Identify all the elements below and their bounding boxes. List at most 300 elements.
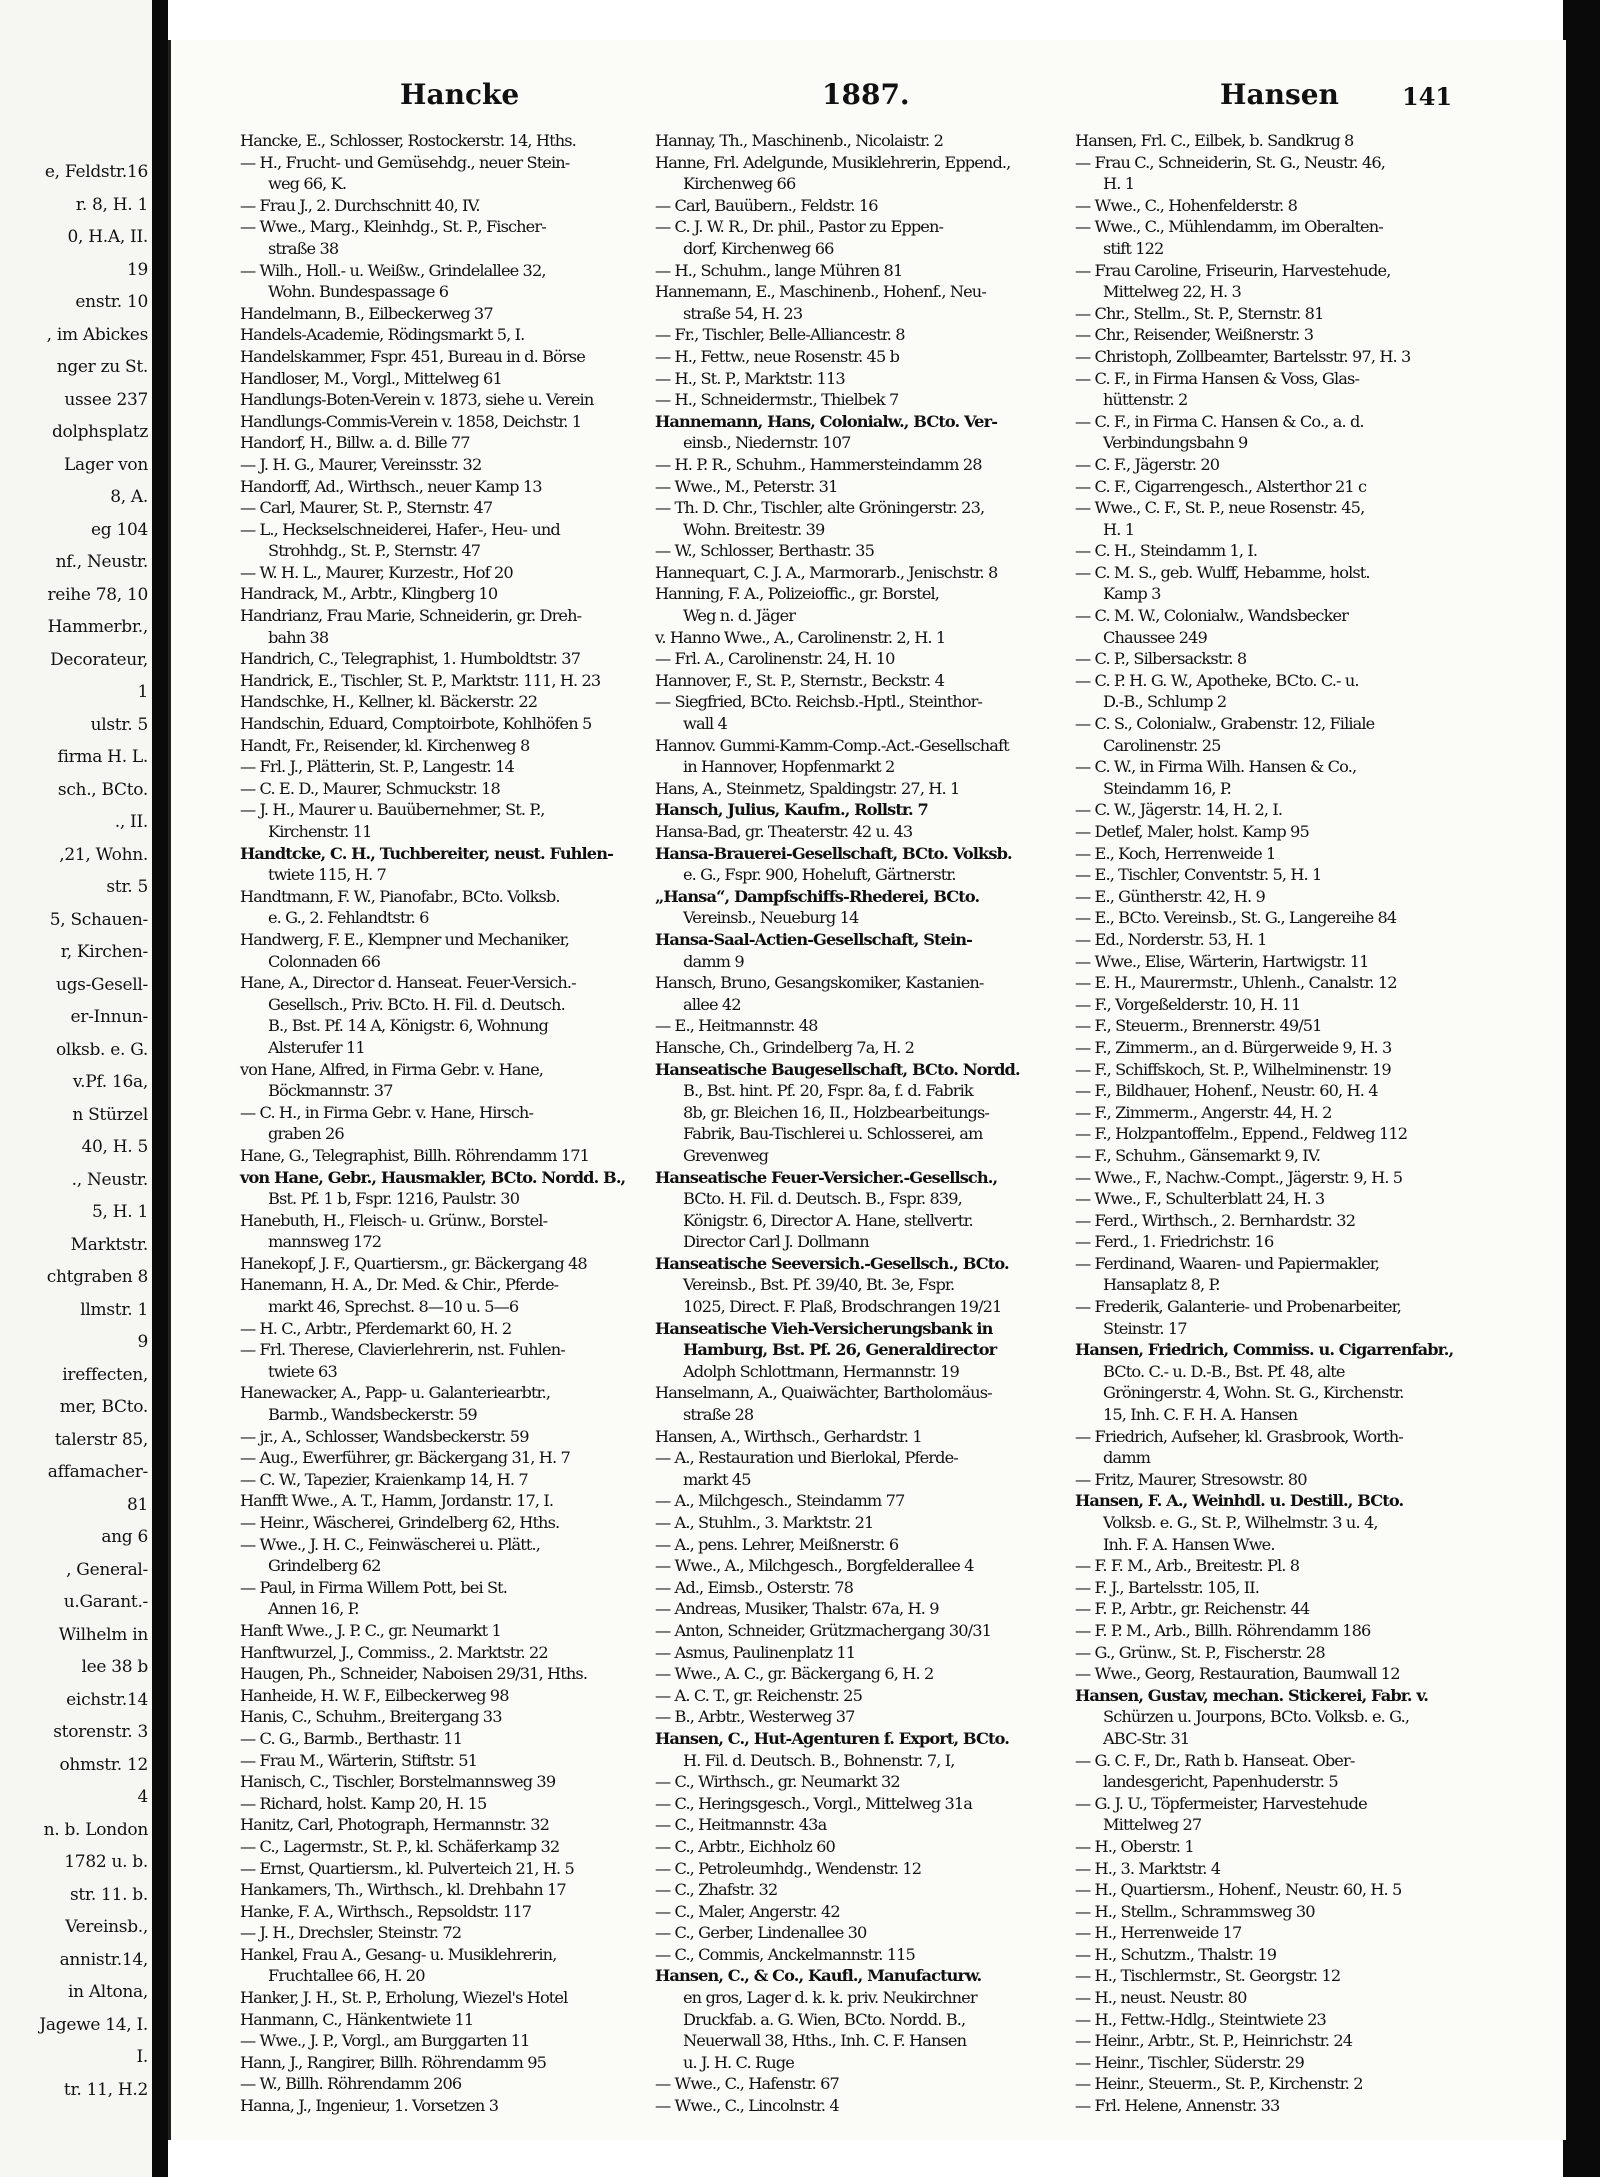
directory-entry: en gros, Lager d. k. k. priv. Neukirchner	[683, 1988, 977, 2008]
directory-entry: — C. S., Colonialw., Grabenstr. 12, Filiale	[1075, 714, 1375, 734]
directory-entry: Handrianz, Frau Marie, Schneiderin, gr. Dreh-	[240, 606, 582, 626]
directory-entry: — F., Holzpantoffelm., Eppend., Feldweg 112	[1075, 1124, 1408, 1144]
left-page-fragment: str. 5	[106, 877, 148, 897]
directory-entry: — H. C., Arbtr., Pferdemarkt 60, H. 2	[240, 1318, 512, 1338]
directory-entry: — A., Restauration und Bierlokal, Pferde-	[655, 1448, 958, 1468]
directory-entry: Schürzen u. Jourpons, BCto. Volksb. e. G.,	[1103, 1707, 1410, 1727]
directory-entry: — C., Lagermstr., St. P., kl. Schäferkamp 32	[240, 1836, 560, 1856]
left-page-fragment: 40, H. 5	[81, 1137, 148, 1157]
left-page-fragment: Decorateur,	[50, 649, 148, 670]
directory-entry: BCto. C.- u. D.-B., Bst. Pf. 48, alte	[1103, 1361, 1345, 1381]
directory-entry: damm	[1103, 1448, 1151, 1468]
directory-entry: — C., Gerber, Lindenallee 30	[655, 1923, 867, 1943]
directory-entry: Mittelweg 22, H. 3	[1103, 282, 1241, 302]
directory-entry: — A., Stuhlm., 3. Marktstr. 21	[655, 1513, 874, 1532]
directory-entry: Hansch, Julius, Kaufm., Rollstr. 7	[655, 800, 928, 820]
left-page-fragment: 5, Schauen-	[49, 909, 148, 930]
directory-entry: — Paul, in Firma Willem Pott, bei St.	[240, 1577, 508, 1597]
directory-entry: — H., neust. Neustr. 80	[1075, 1988, 1247, 2008]
directory-entry: e. G., 2. Fehlandtstr. 6	[268, 908, 429, 928]
directory-entry: Hansa-Bad, gr. Theaterstr. 42 u. 43	[655, 822, 913, 841]
directory-entry: Grevenweg	[683, 1145, 769, 1165]
directory-entry: H. 1	[1103, 174, 1135, 194]
column-3	[1075, 130, 1495, 2117]
directory-entry: stift 122	[1103, 238, 1164, 258]
directory-entry: — C. E. D., Maurer, Schmuckstr. 18	[240, 778, 500, 798]
left-page-fragment: nf., Neustr.	[55, 552, 148, 572]
directory-entry: Hankel, Frau A., Gesang- u. Musiklehrerin,	[240, 1944, 557, 1964]
directory-entry: — C., Heringsgesch., Vorgl., Mittelweg 31a	[655, 1793, 973, 1813]
directory-entry: „Hansa“, Dampfschiffs-Rhederei, BCto.	[655, 886, 980, 906]
directory-entry: H. Fil. d. Deutsch. B., Bohnenstr. 7, I,	[683, 1750, 955, 1770]
left-page-fragment: Lager von	[64, 454, 148, 475]
directory-entry: — C. F., Jägerstr. 20	[1075, 454, 1220, 474]
directory-entry: — Chr., Stellm., St. P., Sternstr. 81	[1075, 303, 1324, 323]
directory-entry: Hansa-Brauerei-Gesellschaft, BCto. Volksb.	[655, 843, 1012, 863]
left-page-fragment: ireffecten,	[62, 1364, 148, 1385]
left-page-fragment: 9	[137, 1332, 148, 1352]
directory-entry: Handels-Academie, Rödingsmarkt 5, I.	[240, 325, 525, 345]
directory-entry: Gesellsch., Priv. BCto. H. Fil. d. Deutsch.	[268, 994, 565, 1014]
directory-entry: B., Bst. Pf. 14 A, Königstr. 6, Wohnung	[268, 1016, 548, 1036]
left-page-edge	[0, 0, 152, 2177]
directory-entry: — Frau Caroline, Friseurin, Harvestehude,	[1075, 260, 1391, 280]
page-number: 141	[1402, 82, 1453, 111]
directory-entry: Handt, Fr., Reisender, kl. Kirchenweg 8	[240, 735, 530, 755]
directory-entry: Kamp 3	[1103, 584, 1161, 604]
directory-entry: Hannequart, C. J. A., Marmorarb., Jenischstr. 8	[655, 562, 998, 582]
directory-entry: Hanheide, H. W. F., Eilbeckerweg 98	[240, 1685, 509, 1705]
directory-entry: Böckmannstr. 37	[268, 1081, 393, 1101]
directory-entry: — Ferd., 1. Friedrichstr. 16	[1075, 1232, 1274, 1252]
directory-entry: — Ferdinand, Waaren- und Papiermakler,	[1075, 1253, 1380, 1273]
directory-entry: einsb., Niedernstr. 107	[683, 433, 851, 453]
directory-entry: — C. W., in Firma Wilh. Hansen & Co.,	[1075, 757, 1357, 777]
left-page-fragment: v.Pf. 16a,	[72, 1072, 148, 1092]
left-page-fragment: 0, H.A, II.	[67, 227, 148, 247]
left-page-fragment: lee 38 b	[81, 1657, 148, 1677]
directory-entry: — C., Zhafstr. 32	[655, 1880, 778, 1900]
directory-entry: — Wwe., Georg, Restauration, Baumwall 12	[1075, 1664, 1400, 1684]
directory-entry: Wohn. Breitestr. 39	[683, 519, 825, 539]
directory-entry: — C. J. W. R., Dr. phil., Pastor zu Eppen-	[655, 217, 944, 237]
directory-entry: in Hannover, Hopfenmarkt 2	[683, 757, 895, 777]
directory-entry: Hanna, J., Ingenieur, 1. Vorsetzen 3	[240, 2096, 499, 2116]
directory-entry: — W., Schlosser, Berthastr. 35	[655, 541, 874, 561]
left-page-fragment: affamacher-	[47, 1462, 148, 1482]
directory-entry: — F. J., Bartelsstr. 105, II.	[1075, 1577, 1259, 1597]
directory-entry: Bst. Pf. 1 b, Fspr. 1216, Paulstr. 30	[268, 1189, 520, 1209]
directory-entry: Hanewacker, A., Papp- u. Galanteriearbtr.,	[240, 1383, 551, 1403]
directory-entry: Kirchenweg 66	[683, 174, 796, 194]
directory-entry: — Carl, Bauübern., Feldstr. 16	[655, 195, 878, 215]
left-page-fragment: sch., BCto.	[57, 779, 148, 800]
directory-entry: allee 42	[683, 994, 741, 1014]
directory-entry: Hanebuth, H., Fleisch- u. Grünw., Borstel-	[240, 1210, 548, 1230]
directory-entry: twiete 63	[268, 1361, 337, 1381]
directory-entry: — Ernst, Quartiersm., kl. Pulverteich 21, H. 5	[240, 1858, 574, 1878]
directory-entry: — H., 3. Marktstr. 4	[1075, 1858, 1221, 1878]
directory-entry: — B., Arbtr., Westerweg 37	[655, 1707, 855, 1727]
left-page-fragment: r. 8, H. 1	[75, 194, 148, 215]
directory-entry: — C. M. W., Colonialw., Wandsbecker	[1075, 606, 1349, 626]
left-page-fragment: eg 104	[91, 519, 148, 540]
directory-entry: hüttenstr. 2	[1103, 390, 1188, 410]
directory-entry: — H., Frucht- und Gemüsehdg., neuer Stein-	[240, 152, 570, 172]
directory-entry: Hane, G., Telegraphist, Billh. Röhrendamm 171	[240, 1145, 590, 1165]
directory-entry: Handrick, E., Tischler, St. P., Marktstr. 111, H. 23	[240, 670, 601, 690]
left-page-fragment: chtgraben 8	[46, 1267, 148, 1287]
directory-entry: — Andreas, Musiker, Thalstr. 67a, H. 9	[655, 1599, 939, 1619]
left-page-fragment: Wilhelm in	[58, 1624, 148, 1645]
left-page-fragment: in Altona,	[67, 1982, 148, 2002]
left-frame-border	[152, 0, 168, 2177]
directory-entry: — W., Billh. Röhrendamm 206	[240, 2074, 462, 2094]
directory-entry: Hansen, F. A., Weinhdl. u. Destill., BCto.	[1075, 1491, 1404, 1511]
directory-entry: — L., Heckselschneiderei, Hafer-, Heu- und	[240, 519, 560, 539]
directory-entry: — Frau M., Wärterin, Stiftstr. 51	[240, 1750, 478, 1770]
directory-entry: — F., Bildhauer, Hohenf., Neustr. 60, H. 4	[1075, 1081, 1378, 1101]
directory-entry: — C. P., Silbersackstr. 8	[1075, 649, 1247, 669]
directory-entry: — H., Schutzm., Thalstr. 19	[1075, 1944, 1277, 1964]
directory-entry: — Ad., Eimsb., Osterstr. 78	[655, 1577, 854, 1597]
column-1	[240, 130, 660, 2117]
directory-entry: dorf, Kirchenweg 66	[683, 238, 834, 258]
directory-entry: Hankamers, Th., Wirthsch., kl. Drehbahn 17	[240, 1880, 566, 1900]
left-page-fragment: ., II.	[114, 812, 148, 832]
directory-entry: 15, Inh. C. F. H. A. Hansen	[1103, 1405, 1298, 1425]
directory-entry: — Frau J., 2. Durchschnitt 40, IV.	[240, 195, 480, 215]
directory-entry: — Frl. J., Plätterin, St. P., Langestr. 14	[240, 757, 514, 777]
directory-entry: Hanitz, Carl, Photograph, Hermannstr. 32	[240, 1815, 550, 1835]
directory-entry: — E., BCto. Vereinsb., St. G., Langereihe 84	[1075, 908, 1397, 928]
directory-entry: — H., St. P., Marktstr. 113	[655, 368, 845, 388]
left-page-fragment: n. b. London	[43, 1819, 148, 1840]
left-page-fragment: ., Neustr.	[71, 1169, 148, 1190]
left-page-fragment: ulstr. 5	[90, 714, 148, 735]
directory-entry: — Heinr., Wäscherei, Grindelberg 62, Hths.	[240, 1513, 560, 1532]
directory-entry: bahn 38	[268, 627, 329, 647]
directory-entry: Hannay, Th., Maschinenb., Nicolaistr. 2	[655, 131, 944, 150]
directory-entry: — Carl, Maurer, St. P., Sternstr. 47	[240, 498, 493, 518]
directory-entry: Hansch, Bruno, Gesangskomiker, Kastanien-	[655, 973, 984, 993]
directory-entry: — C. W., Jägerstr. 14, H. 2, I.	[1075, 800, 1283, 820]
directory-entry: — jr., A., Schlosser, Wandsbeckerstr. 59	[240, 1426, 529, 1446]
directory-entry: Hanker, J. H., St. P., Erholung, Wiezel's Hotel	[240, 1988, 568, 2008]
directory-entry: Kirchenstr. 11	[268, 822, 372, 841]
directory-entry: — Frl. A., Carolinenstr. 24, H. 10	[655, 649, 895, 669]
directory-entry: Hanemann, H. A., Dr. Med. & Chir., Pferde-	[240, 1275, 559, 1295]
directory-entry: — H., Fettw., neue Rosenstr. 45 b	[655, 346, 900, 366]
directory-entry: — H., Oberstr. 1	[1075, 1836, 1194, 1856]
directory-entry: Handloser, M., Vorgl., Mittelweg 61	[240, 368, 502, 388]
directory-entry: — J. H., Drechsler, Steinstr. 72	[240, 1923, 462, 1943]
directory-entry: — G., Grünw., St. P., Fischerstr. 28	[1075, 1642, 1325, 1662]
directory-entry: — C., Commis, Anckelmannstr. 115	[655, 1944, 915, 1964]
directory-entry: — Anton, Schneider, Grützmachergang 30/31	[655, 1620, 992, 1640]
directory-entry: — H., Fettw.-Hdlg., Steintwiete 23	[1075, 2009, 1326, 2029]
directory-entry: — J. H., Maurer u. Bauübernehmer, St. P.,	[240, 800, 545, 820]
left-page-fragment: dolphsplatz	[51, 422, 148, 442]
directory-entry: Handelmann, B., Eilbeckerweg 37	[240, 303, 493, 323]
directory-entry: — Wwe., F., Nachw.-Compt., Jägerstr. 9, H. 5	[1075, 1167, 1403, 1187]
directory-entry: — F., Steuerm., Brennerstr. 49/51	[1075, 1016, 1322, 1036]
directory-entry: — G. C. F., Dr., Rath b. Hanseat. Ober-	[1075, 1750, 1355, 1770]
directory-entry: Hansen, Frl. C., Eilbek, b. Sandkrug 8	[1075, 131, 1354, 150]
directory-entry: — F., Zimmerm., an d. Bürgerweide 9, H. 3	[1075, 1037, 1392, 1057]
left-page-fragment: nger zu St.	[56, 357, 148, 377]
directory-entry: Volksb. e. G., St. P., Wilhelmstr. 3 u. 4,	[1103, 1513, 1378, 1532]
directory-entry: — Wwe., A., Milchgesch., Borgfelderallee 4	[655, 1556, 974, 1576]
directory-entry: — A., Milchgesch., Steindamm 77	[655, 1491, 905, 1511]
directory-entry: — Wwe., A. C., gr. Bäckergang 6, H. 2	[655, 1664, 934, 1684]
left-page-fragment: 1	[137, 682, 148, 702]
directory-entry: Colonnaden 66	[268, 951, 380, 971]
directory-entry: Hansen, Gustav, mechan. Stickerei, Fabr. v.	[1075, 1685, 1428, 1705]
directory-entry: — Wwe., F., Schulterblatt 24, H. 3	[1075, 1189, 1325, 1209]
directory-entry: — Heinr., Tischler, Süderstr. 29	[1075, 2052, 1304, 2072]
left-page-fragment: reihe 78, 10	[47, 584, 148, 605]
directory-entry: — W. H. L., Maurer, Kurzestr., Hof 20	[240, 562, 513, 582]
directory-entry: H. 1	[1103, 519, 1135, 539]
directory-entry: — C. G., Barmb., Berthastr. 11	[240, 1728, 463, 1748]
directory-entry: D.-B., Schlump 2	[1103, 692, 1227, 712]
directory-entry: Hannover, F., St. P., Sternstr., Beckstr. 4	[655, 670, 944, 690]
directory-entry: Hanis, C., Schuhm., Breitergang 33	[240, 1707, 502, 1727]
directory-entry: — E., Koch, Herrenweide 1	[1075, 843, 1276, 863]
directory-entry: — F., Schuhm., Gänsemarkt 9, IV.	[1075, 1145, 1320, 1165]
directory-entry: — C. M. S., geb. Wulff, Hebamme, holst.	[1075, 562, 1370, 582]
directory-entry: straße 38	[268, 238, 339, 258]
directory-entry: — Wilh., Holl.- u. Weißw., Grindelallee 32,	[240, 260, 546, 280]
directory-entry: Hanne, Frl. Adelgunde, Musiklehrerin, Eppend.,	[655, 152, 1011, 172]
directory-entry: Fabrik, Bau-Tischlerei u. Schlosserei, am	[683, 1124, 983, 1144]
directory-entry: Strohhdg., St. P., Sternstr. 47	[268, 541, 481, 561]
directory-entry: — E., Heitmannstr. 48	[655, 1016, 818, 1036]
directory-entry: — Th. D. Chr., Tischler, alte Gröningerstr. 23,	[655, 498, 985, 518]
directory-entry: — Frederik, Galanterie- und Probenarbeiter,	[1075, 1297, 1401, 1317]
directory-entry: — F., Schiffskoch, St. P., Wilhelminenstr. 19	[1075, 1059, 1391, 1079]
running-header-left: Hancke	[400, 78, 520, 111]
directory-entry: Haugen, Ph., Schneider, Naboisen 29/31, Hths.	[240, 1664, 588, 1684]
directory-entry: Hanftwurzel, J., Commiss., 2. Marktstr. 22	[240, 1642, 548, 1662]
directory-entry: — Wwe., C., Hohenfelderstr. 8	[1075, 195, 1298, 215]
directory-entry: — Wwe., C., Lincolnstr. 4	[655, 2096, 839, 2116]
directory-entry: Hansa-Saal-Actien-Gesellschaft, Stein-	[655, 929, 972, 949]
left-page-fragment: eichstr.14	[66, 1689, 148, 1710]
left-page-fragment: ussee 237	[64, 389, 148, 410]
left-page-fragment: e, Feldstr.16	[44, 162, 148, 182]
directory-entry: Steindamm 16, P.	[1103, 778, 1231, 798]
left-page-fragment: ,21, Wohn.	[59, 844, 148, 865]
directory-entry: Handlungs-Boten-Verein v. 1873, siehe u. Verein	[240, 390, 594, 410]
directory-entry: Hannemann, Hans, Colonialw., BCto. Ver-	[655, 411, 998, 431]
directory-entry: — Fr., Tischler, Belle-Alliancestr. 8	[655, 325, 905, 345]
left-page-fragment: storenstr. 3	[53, 1722, 148, 1742]
directory-entry: — A. C. T., gr. Reichenstr. 25	[655, 1685, 862, 1705]
directory-entry: Hanseatische Feuer-Versicher.-Gesellsch.,	[655, 1167, 998, 1187]
directory-entry: — E. H., Maurermstr., Uhlenh., Canalstr. 12	[1075, 973, 1397, 993]
directory-entry: Wohn. Bundespassage 6	[268, 282, 449, 302]
directory-entry: Mittelweg 27	[1103, 1815, 1202, 1835]
left-page-fragment: tr. 11, H.2	[63, 2079, 148, 2100]
directory-entry: Handwerg, F. E., Klempner und Mechaniker,	[240, 929, 569, 949]
directory-entry: landesgericht, Papenhuderstr. 5	[1103, 1772, 1338, 1792]
directory-entry: Handschke, H., Kellner, kl. Bäckerstr. 22	[240, 692, 538, 712]
directory-entry: Annen 16, P.	[268, 1599, 359, 1619]
directory-entry: Neuerwall 38, Hths., Inh. C. F. Hansen	[683, 2031, 967, 2051]
left-page-fragment: firma H. L.	[57, 747, 148, 767]
directory-entry: Hancke, E., Schlosser, Rostockerstr. 14, Hths.	[240, 131, 576, 150]
directory-entry: Handorf, H., Billw. a. d. Bille 77	[240, 433, 470, 453]
directory-entry: markt 45	[683, 1469, 751, 1489]
directory-entry: Handschin, Eduard, Comptoirbote, Kohlhöfen 5	[240, 714, 592, 734]
directory-entry: — C., Maler, Angerstr. 42	[655, 1901, 840, 1921]
directory-entry: Hanfft Wwe., A. T., Hamm, Jordanstr. 17, I.	[240, 1491, 554, 1511]
directory-entry: — Wwe., C., Mühlendamm, im Oberalten-	[1075, 217, 1383, 237]
directory-entry: e. G., Fspr. 900, Hoheluft, Gärtnerstr.	[683, 865, 956, 885]
directory-entry: — H., Schuhm., lange Mühren 81	[655, 260, 903, 280]
directory-entry: Chaussee 249	[1103, 627, 1207, 647]
directory-entry: — C. F., in Firma C. Hansen & Co., a. d.	[1075, 411, 1364, 431]
directory-entry: — H., Herrenweide 17	[1075, 1923, 1242, 1943]
directory-entry: — Wwe., C., Hafenstr. 67	[655, 2074, 839, 2094]
directory-entry: Vereinsb., Bst. Pf. 39/40, Bt. 3e, Fspr.	[683, 1275, 955, 1295]
directory-entry: u. J. H. C. Ruge	[683, 2052, 794, 2072]
directory-entry: Vereinsb., Neueburg 14	[683, 908, 859, 928]
directory-entry: — C. W., Tapezier, Kraienkamp 14, H. 7	[240, 1469, 528, 1489]
left-page-fragment: olksb. e. G.	[55, 1039, 148, 1060]
directory-entry: Handlungs-Commis-Verein v. 1858, Deichstr. 1	[240, 411, 582, 431]
left-page-fragment: n Stürzel	[72, 1104, 148, 1125]
directory-entry: Carolinenstr. 25	[1103, 735, 1221, 755]
directory-entry: Director Carl J. Dollmann	[683, 1232, 869, 1252]
directory-entry: — Wwe., J. P., Vorgl., am Burggarten 11	[240, 2031, 530, 2051]
directory-entry: 1025, Direct. F. Plaß, Brodschrangen 19/21	[683, 1297, 1002, 1317]
directory-entry: — C. F., in Firma Hansen & Voss, Glas-	[1075, 368, 1360, 388]
directory-entry: Hanft Wwe., J. P. C., gr. Neumarkt 1	[240, 1620, 501, 1640]
directory-entry: Königstr. 6, Director A. Hane, stellvertr.	[683, 1210, 973, 1230]
directory-entry: — E., Güntherstr. 42, H. 9	[1075, 886, 1265, 906]
directory-entry: Barmb., Wandsbeckerstr. 59	[268, 1405, 477, 1425]
left-page-fragment: 4	[137, 1787, 148, 1807]
running-header-right: Hansen	[1220, 78, 1339, 111]
left-page-fragment: annistr.14,	[59, 1949, 148, 1970]
directory-entry: — H., Quartiersm., Hohenf., Neustr. 60, H. 5	[1075, 1880, 1402, 1900]
directory-entry: Hanning, F. A., Polizeioffic., gr. Borstel,	[655, 584, 940, 604]
directory-entry: — Wwe., C. F., St. P., neue Rosenstr. 45,	[1075, 498, 1365, 518]
directory-entry: — Frl. Therese, Clavierlehrerin, nst. Fuhlen-	[240, 1340, 565, 1360]
directory-entry: wall 4	[683, 714, 727, 734]
directory-entry: — C., Petroleumhdg., Wendenstr. 12	[655, 1858, 922, 1878]
left-page-fragment: talerstr 85,	[54, 1429, 148, 1450]
left-page-fragment: ang 6	[101, 1527, 148, 1547]
directory-entry: Hansen, A., Wirthsch., Gerhardstr. 1	[655, 1426, 922, 1446]
left-page-fragment: , General-	[66, 1559, 148, 1580]
directory-entry: 8b, gr. Bleichen 16, II., Holzbearbeitungs-	[683, 1102, 989, 1122]
left-page-fragment: str. 11. b.	[69, 1884, 148, 1905]
left-page-fragment: 19	[126, 259, 148, 280]
directory-entry: Hansen, Friedrich, Commiss. u. Cigarrenfabr.,	[1075, 1340, 1454, 1360]
directory-entry: Hane, A., Director d. Hanseat. Feuer-Versich.-	[240, 973, 576, 993]
directory-entry: — Richard, holst. Kamp 20, H. 15	[240, 1793, 487, 1813]
left-page-fragment: 5, H. 1	[92, 1202, 148, 1222]
directory-entry: twiete 115, H. 7	[268, 865, 386, 885]
left-page-fragment: Jagewe 14, I.	[39, 2014, 148, 2035]
directory-entry: Hansaplatz 8, P.	[1103, 1275, 1220, 1295]
directory-entry: — Fritz, Maurer, Stresowstr. 80	[1075, 1469, 1307, 1489]
directory-entry: von Hane, Gebr., Hausmakler, BCto. Nordd. B.,	[240, 1167, 626, 1187]
directory-entry: — C., Wirthsch., gr. Neumarkt 32	[655, 1772, 900, 1792]
directory-entry: Fruchtallee 66, H. 20	[268, 1966, 425, 1986]
directory-entry: — Wwe., Marg., Kleinhdg., St. P., Fischer-	[240, 217, 546, 237]
directory-entry: — Aug., Ewerführer, gr. Bäckergang 31, H. 7	[240, 1448, 570, 1468]
left-page-fragment: Marktstr.	[70, 1234, 148, 1255]
directory-entry: Hans, A., Steinmetz, Spaldingstr. 27, H. 1	[655, 778, 960, 798]
left-page-fragment: llmstr. 1	[80, 1299, 148, 1320]
directory-entry: — Heinr., Steuerm., St. P., Kirchenstr. 2	[1075, 2074, 1363, 2094]
directory-entry: v. Hanno Wwe., A., Carolinenstr. 2, H. 1	[655, 627, 946, 647]
directory-entry: Hannov. Gummi-Kamm-Comp.-Act.-Gesellschaft	[655, 735, 1009, 755]
directory-entry: Druckfab. a. G. Wien, BCto. Nordd. B.,	[683, 2009, 966, 2029]
directory-entry: — Chr., Reisender, Weißnerstr. 3	[1075, 325, 1314, 345]
directory-entry: Hanisch, C., Tischler, Borstelmannsweg 39	[240, 1772, 556, 1792]
left-page-fragment: I.	[136, 2047, 148, 2067]
directory-entry: Verbindungsbahn 9	[1103, 433, 1248, 453]
directory-entry: Hanseatische Baugesellschaft, BCto. Nordd.	[655, 1059, 1020, 1079]
directory-entry: — A., pens. Lehrer, Meißnerstr. 6	[655, 1534, 899, 1554]
directory-entry: Steinstr. 17	[1103, 1318, 1187, 1338]
directory-entry: — F. P., Arbtr., gr. Reichenstr. 44	[1075, 1599, 1310, 1619]
directory-entry: — Wwe., M., Peterstr. 31	[655, 476, 838, 496]
directory-entry: — Friedrich, Aufseher, kl. Grasbrook, Worth-	[1075, 1426, 1403, 1446]
directory-entry: markt 46, Sprechst. 8—10 u. 5—6	[268, 1297, 519, 1317]
left-page-fragment: Hammerbr.,	[47, 617, 148, 637]
directory-entry: — F. F. M., Arb., Breitestr. Pl. 8	[1075, 1556, 1300, 1576]
directory-entry: Hanseatische Vieh-Versicherungsbank in	[655, 1318, 993, 1338]
directory-entry: — C. H., Steindamm 1, I.	[1075, 541, 1258, 561]
directory-entry: — J. H. G., Maurer, Vereinsstr. 32	[240, 454, 482, 474]
directory-entry: — Frl. Helene, Annenstr. 33	[1075, 2096, 1280, 2116]
directory-entry: Hanselmann, A., Quaiwächter, Bartholomäus-	[655, 1383, 992, 1403]
directory-entry: ABC-Str. 31	[1103, 1728, 1190, 1748]
directory-entry: Hamburg, Bst. Pf. 26, Generaldirector	[683, 1340, 997, 1360]
directory-entry: — F. P. M., Arb., Billh. Röhrendamm 186	[1075, 1620, 1371, 1640]
left-page-fragment: r, Kirchen-	[60, 942, 148, 962]
directory-entry: — F., Zimmerm., Angerstr. 44, H. 2	[1075, 1102, 1332, 1122]
directory-entry: — Christoph, Zollbeamter, Bartelsstr. 97, H. 3	[1075, 346, 1411, 366]
directory-entry: von Hane, Alfred, in Firma Gebr. v. Hane,	[240, 1059, 544, 1079]
left-page-fragment: mer, BCto.	[59, 1397, 148, 1417]
directory-entry: Hanke, F. A., Wirthsch., Repsoldstr. 117	[240, 1901, 532, 1921]
directory-entry: — F., Vorgeßelderstr. 10, H. 11	[1075, 994, 1301, 1014]
directory-entry: Handtcke, C. H., Tuchbereiter, neust. Fuhlen-	[240, 843, 613, 863]
directory-entry: Handtmann, F. W., Pianofabr., BCto. Volksb.	[240, 886, 560, 906]
directory-entry: — Detlef, Maler, holst. Kamp 95	[1075, 822, 1309, 841]
directory-entry: — C. H., in Firma Gebr. v. Hane, Hirsch-	[240, 1102, 534, 1122]
directory-entry: Weg n. d. Jäger	[683, 606, 796, 626]
directory-entry: — C., Arbtr., Eichholz 60	[655, 1836, 835, 1856]
left-page-fragment: u.Garant.-	[63, 1592, 148, 1612]
directory-entry: weg 66, K.	[268, 174, 347, 194]
running-header-year: 1887.	[822, 78, 910, 111]
right-frame-border	[1563, 0, 1600, 2177]
left-page-fragment: Vereinsb.,	[65, 1917, 148, 1937]
left-page-fragment: ohmstr. 12	[59, 1754, 148, 1775]
directory-entry: — C. P. H. G. W., Apotheke, BCto. C.- u.	[1075, 670, 1359, 690]
directory-entry: Hannemann, E., Maschinenb., Hohenf., Neu-	[655, 282, 986, 302]
left-page-fragment: ugs-Gesell-	[55, 974, 148, 995]
